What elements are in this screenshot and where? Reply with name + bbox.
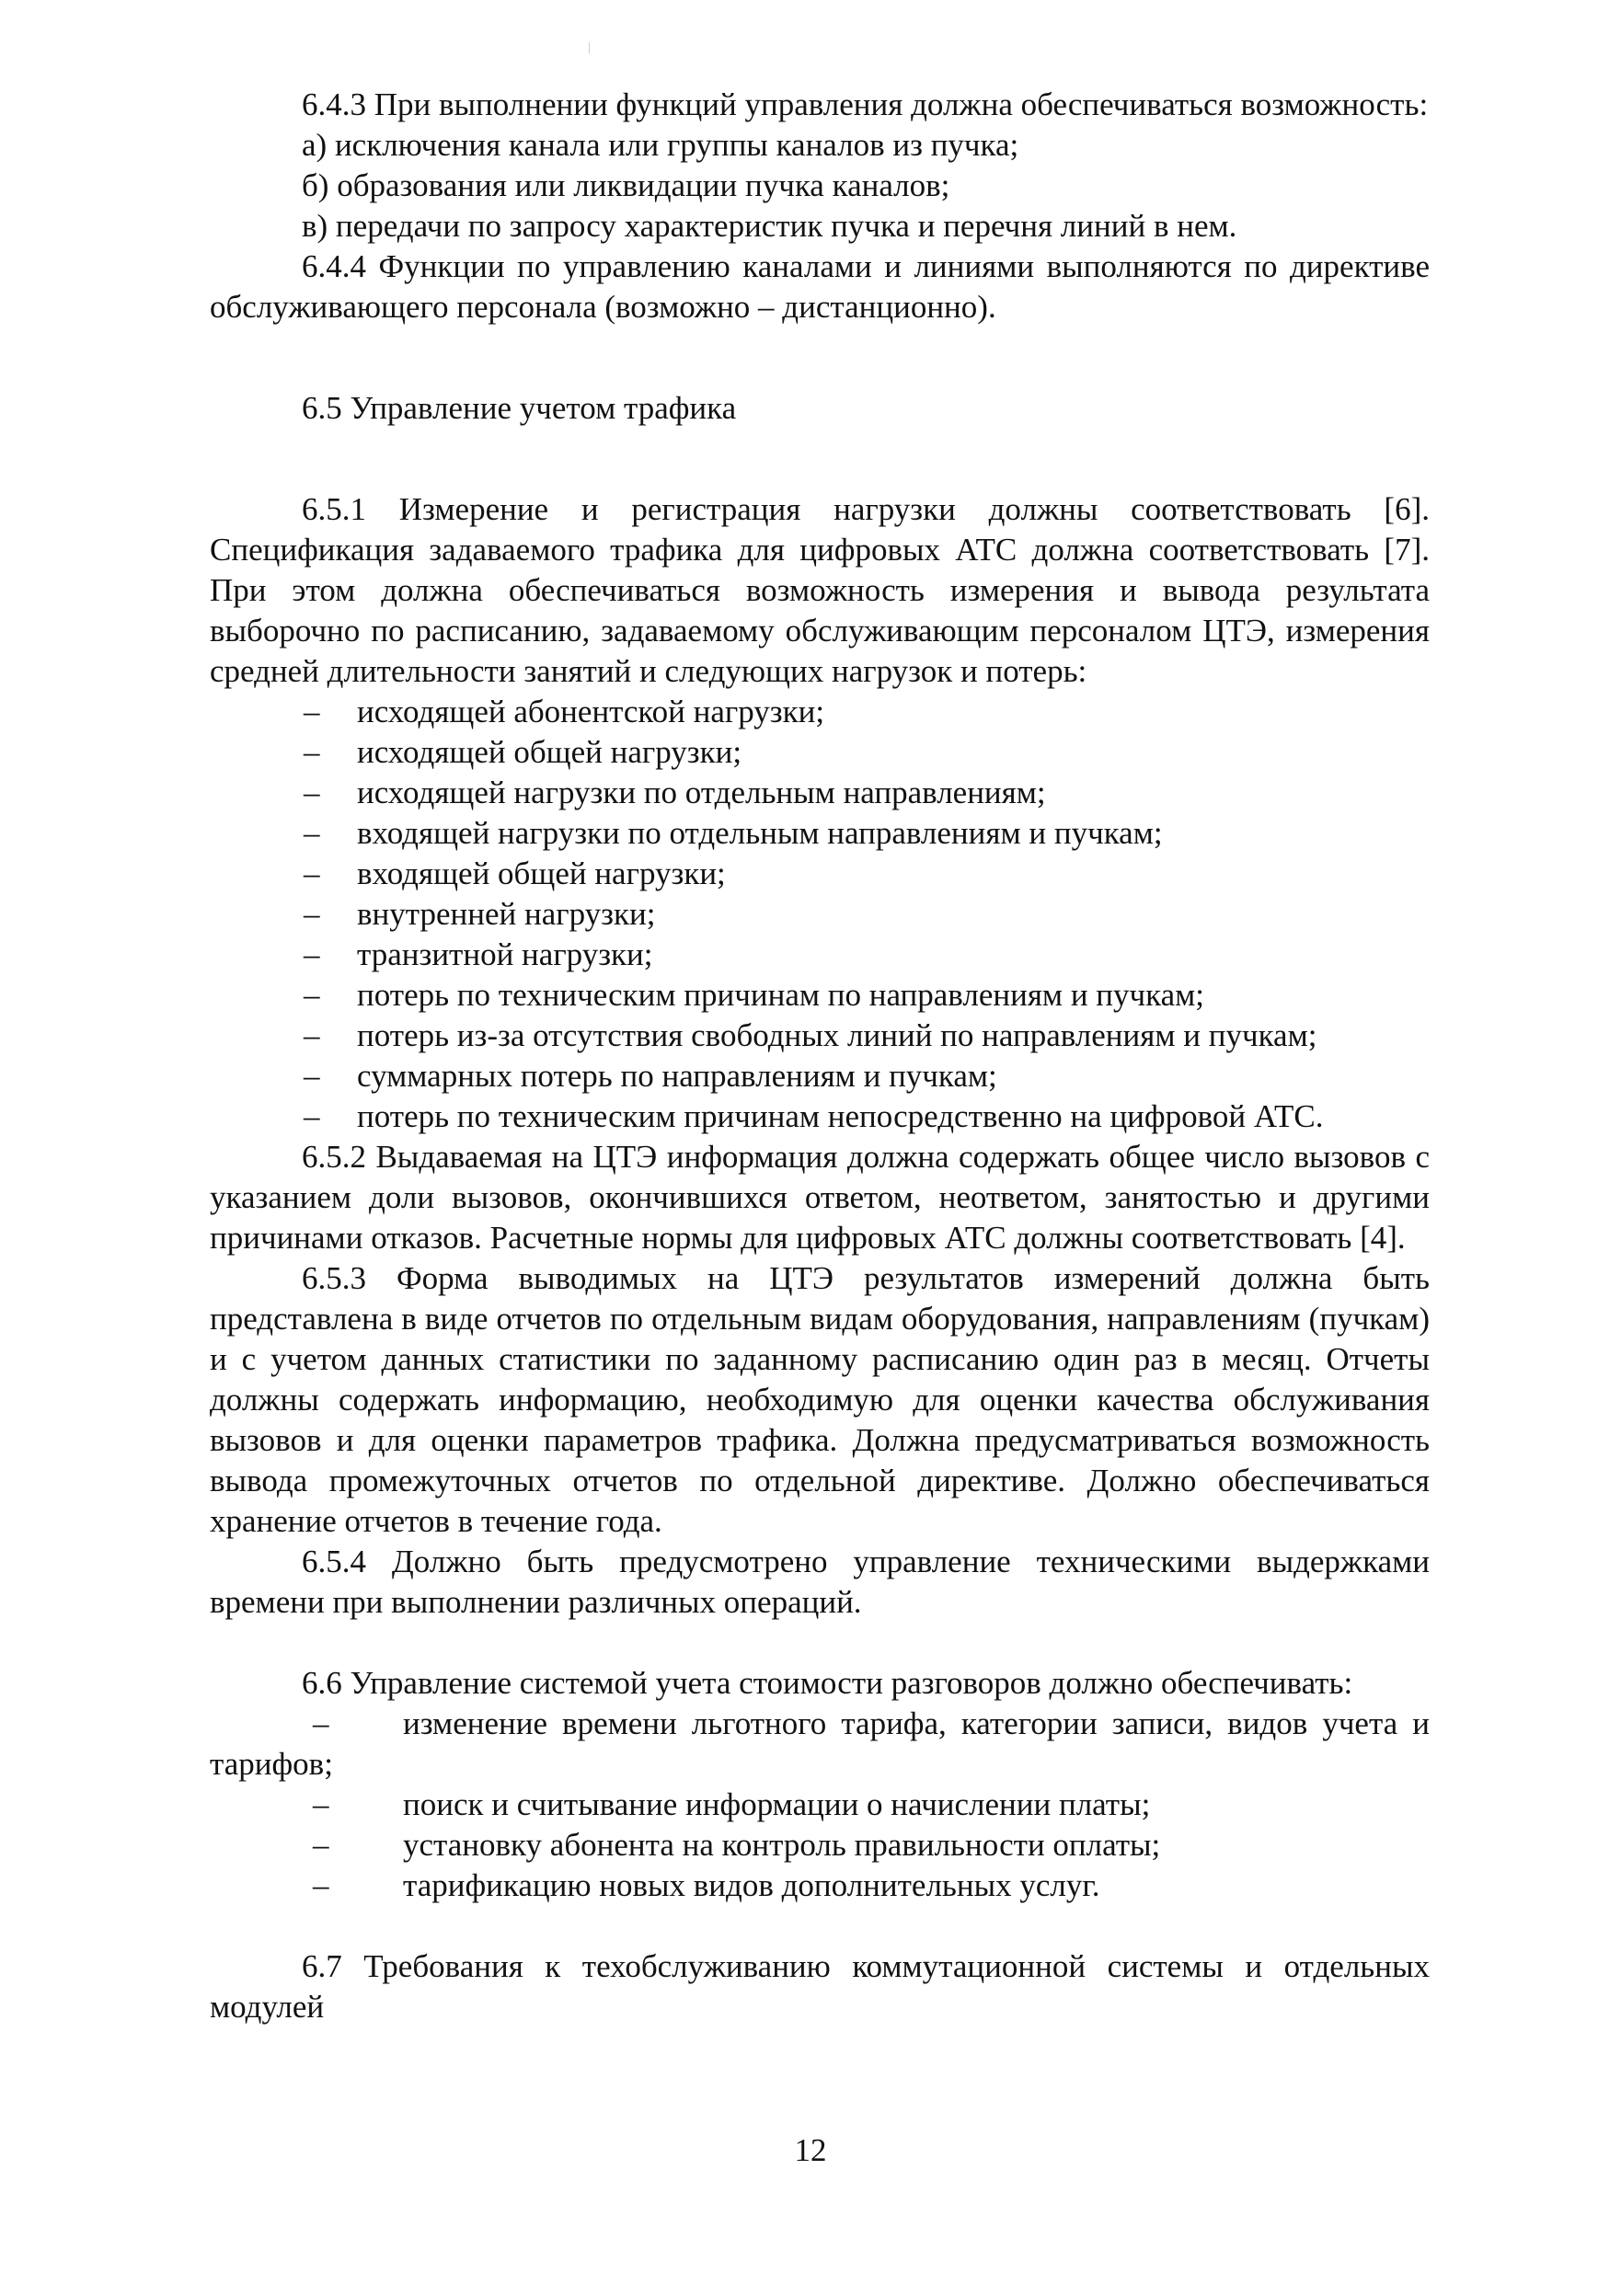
- dash-bullet: –: [304, 936, 320, 972]
- list-item-text: внутренней нагрузки;: [357, 896, 656, 932]
- list-item-text: тарифов;: [210, 1746, 333, 1782]
- list-item-continuation: [210, 1744, 1430, 1785]
- list-item-text: тарификацию новых видов дополнительных услуг.: [403, 1867, 1100, 1903]
- list-item-text: входящей нагрузки по отдельным направлениям и пучкам;: [357, 815, 1163, 851]
- list-item-text: исходящей нагрузки по отдельным направлениям;: [357, 775, 1046, 810]
- dash-bullet: –: [313, 1786, 329, 1822]
- dash-bullet: –: [313, 1827, 329, 1863]
- heading-6-5: 6.5 Управление учетом трафика: [302, 390, 737, 426]
- billing-list: [210, 1704, 1430, 1906]
- list-item-text: установку абонента на контроль правильности оплаты;: [403, 1827, 1161, 1863]
- dash-bullet: –: [304, 896, 320, 932]
- page-number: 12: [794, 2132, 827, 2168]
- dash-bullet: –: [304, 1098, 320, 1134]
- load-list: [210, 692, 1430, 1137]
- list-item-text: изменение времени льготного тарифа, категории записи, видов учета и: [403, 1705, 1430, 1741]
- list-item-text: потерь по техническим причинам непосредственно на цифровой АТС.: [357, 1098, 1324, 1134]
- list-item: [210, 1016, 1430, 1056]
- clause-6-4-3-item-c: в) передачи по запросу характеристик пучка и перечня линий в нем.: [302, 208, 1237, 244]
- dash-bullet: –: [304, 734, 320, 770]
- dash-bullet: –: [304, 1058, 320, 1094]
- scan-artifact: [589, 42, 590, 53]
- clause-6-5-4: 6.5.4 Должно быть предусмотрено управление техническими выдержками времени при выполнении различных операций.: [210, 1544, 1430, 1620]
- list-item-text: поиск и считывание информации о начислении платы;: [403, 1786, 1151, 1822]
- heading-6-7: 6.7 Требования к техобслуживанию коммутационной системы и отдельных модулей: [210, 1948, 1430, 2025]
- list-item: [210, 1825, 1430, 1866]
- list-item: [210, 1704, 1430, 1744]
- list-item: [210, 1866, 1430, 1906]
- page-content: [210, 85, 1430, 2027]
- clause-6-5-2: 6.5.2 Выдаваемая на ЦТЭ информация должна содержать общее число вызовов с указанием доли вызовов, окончившихся ответом, неответом, занятостью и другими причинами отказов. Расчетные нормы для цифровых АТС должны соответствовать [4].: [210, 1139, 1430, 1256]
- dash-bullet: –: [304, 1017, 320, 1053]
- list-item-text: входящей общей нагрузки;: [357, 855, 726, 891]
- dash-bullet: –: [313, 1705, 329, 1741]
- list-item: [210, 1056, 1430, 1096]
- list-item: [210, 935, 1430, 975]
- dash-bullet: –: [304, 977, 320, 1013]
- dash-bullet: –: [304, 775, 320, 810]
- list-item: [210, 732, 1430, 773]
- list-item: [210, 813, 1430, 854]
- heading-6-6: 6.6 Управление системой учета стоимости разговоров должно обеспечивать:: [302, 1665, 1353, 1701]
- list-item-text: потерь из-за отсутствия свободных линий по направлениям и пучкам;: [357, 1017, 1317, 1053]
- list-item-text: исходящей абонентской нагрузки;: [357, 694, 825, 729]
- list-item: [210, 773, 1430, 813]
- list-item: [210, 975, 1430, 1016]
- list-item-text: суммарных потерь по направлениям и пучкам;: [357, 1058, 997, 1094]
- list-item: [210, 1785, 1430, 1825]
- clause-6-4-4: 6.4.4 Функции по управлению каналами и линиями выполняются по директиве обслуживающего персонала (возможно – дистанционно).: [210, 248, 1430, 325]
- clause-6-5-3: 6.5.3 Форма выводимых на ЦТЭ результатов измерений должна быть представлена в виде отчетов по отдельным видам оборудования, направлениям (пучкам) и с учетом данных статистики по заданному расписанию один раз в месяц. Отчеты должны содержать информацию, необходимую для оценки качества обслуживания вызовов и для оценки параметров трафика. Должна предусматриваться возможность вывода промежуточных отчетов по отдельной директиве. Должно обеспечиваться хранение отчетов в течение года.: [210, 1260, 1430, 1539]
- list-item: [210, 894, 1430, 935]
- list-item: [210, 692, 1430, 732]
- clause-6-4-3: 6.4.3 При выполнении функций управления должна обеспечиваться возможность:: [302, 86, 1429, 122]
- dash-bullet: –: [313, 1867, 329, 1903]
- dash-bullet: –: [304, 855, 320, 891]
- list-item: [210, 1096, 1430, 1137]
- list-item-text: транзитной нагрузки;: [357, 936, 653, 972]
- clause-6-4-3-item-b: б) образования или ликвидации пучка каналов;: [302, 167, 950, 203]
- clause-6-4-3-item-a: а) исключения канала или группы каналов из пучка;: [302, 127, 1019, 163]
- list-item-text: потерь по техническим причинам по направлениям и пучкам;: [357, 977, 1205, 1013]
- list-item-text: исходящей общей нагрузки;: [357, 734, 742, 770]
- clause-6-5-1: 6.5.1 Измерение и регистрация нагрузки должны соответствовать [6]. Спецификация задаваемого трафика для цифровых АТС должна соответствовать [7]. При этом должна обеспечиваться возможность измерения и вывода результата выборочно по расписанию, задаваемому обслуживающим персоналом ЦТЭ, измерения средней длительности занятий и следующих нагрузок и потерь:: [210, 491, 1430, 689]
- dash-bullet: –: [304, 815, 320, 851]
- dash-bullet: –: [304, 694, 320, 729]
- list-item: [210, 854, 1430, 894]
